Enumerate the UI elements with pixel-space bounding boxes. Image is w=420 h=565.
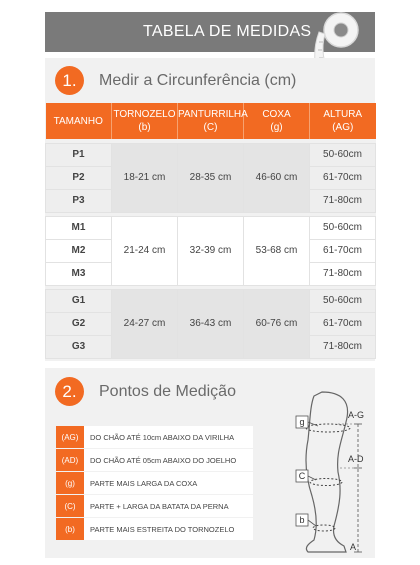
label-a: A: [350, 542, 357, 552]
list-item: [56, 449, 253, 471]
tornozelo-range: 24-27 cm: [112, 289, 178, 358]
altura-range: 50-60cm: [310, 289, 376, 312]
point-description: PARTE MAIS ESTREITA DO TORNOZELO: [90, 524, 235, 534]
panturrilha-range: 36-43 cm: [178, 289, 244, 358]
page-header: [45, 12, 375, 52]
measurement-table-panel: [45, 58, 375, 361]
label-ag: A-G: [348, 410, 365, 420]
coxa-range: 46-60 cm: [244, 143, 310, 212]
altura-range: 61-70cm: [310, 166, 376, 189]
tornozelo-range: 21-24 cm: [112, 216, 178, 285]
list-item: [56, 472, 253, 494]
size-code: G3: [46, 335, 112, 358]
section-number-badge: 2.: [55, 377, 84, 406]
measurement-points-panel: [45, 368, 375, 558]
column-header: PANTURRILHA (C): [178, 103, 244, 139]
list-item: [56, 518, 253, 540]
point-code: (AG): [56, 426, 84, 448]
label-c: C: [298, 471, 306, 481]
size-code: M3: [46, 262, 112, 285]
table-row: [46, 289, 376, 312]
size-code: M1: [46, 216, 112, 239]
size-code: G2: [46, 312, 112, 335]
size-code: P3: [46, 189, 112, 212]
point-description: PARTE + LARGA DA BATATA DA PERNA: [90, 501, 229, 511]
label-b: b: [299, 515, 305, 525]
table-row: [46, 216, 376, 239]
label-ad: A-D: [348, 454, 364, 464]
section-title: Pontos de Medição: [99, 382, 236, 400]
list-item: [56, 426, 253, 448]
point-description: DO CHÃO ATÉ 05cm ABAIXO DO JOELHO: [90, 455, 237, 465]
tornozelo-range: 18-21 cm: [112, 143, 178, 212]
leg-outline-icon: [306, 392, 348, 552]
size-code: M2: [46, 239, 112, 262]
column-header: COXA (g): [244, 103, 310, 139]
column-header: TORNOZELO (b): [112, 103, 178, 139]
section-title: Medir a Circunferência (cm): [99, 71, 297, 89]
point-description: DO CHÃO ATÉ 10cm ABAIXO DA VIRILHA: [90, 432, 235, 442]
altura-range: 50-60cm: [310, 216, 376, 239]
altura-range: 50-60cm: [310, 143, 376, 166]
altura-range: 71-80cm: [310, 189, 376, 212]
size-table: [45, 103, 376, 359]
column-header: TAMANHO: [46, 103, 112, 139]
altura-range: 71-80cm: [310, 335, 376, 358]
coxa-range: 53-68 cm: [244, 216, 310, 285]
measurement-points-list: [56, 426, 253, 541]
point-code: (C): [56, 495, 84, 517]
table-row: [46, 143, 376, 166]
point-code: (AD): [56, 449, 84, 471]
list-item: [56, 495, 253, 517]
panturrilha-range: 32-39 cm: [178, 216, 244, 285]
section-header: [55, 66, 296, 95]
size-code: P1: [46, 143, 112, 166]
page-title: TABELA DE MEDIDAS: [143, 23, 312, 40]
altura-range: 71-80cm: [310, 262, 376, 285]
section-header: [55, 377, 236, 406]
altura-range: 61-70cm: [310, 312, 376, 335]
point-code: (g): [56, 472, 84, 494]
altura-range: 61-70cm: [310, 239, 376, 262]
leg-measurement-diagram: [260, 386, 372, 556]
coxa-range: 60-76 cm: [244, 289, 310, 358]
column-header: ALTURA (AG): [310, 103, 376, 139]
size-code: P2: [46, 166, 112, 189]
label-g: g: [299, 417, 305, 427]
panturrilha-range: 28-35 cm: [178, 143, 244, 212]
table-header-row: [46, 103, 376, 139]
size-code: G1: [46, 289, 112, 312]
section-number-badge: 1.: [55, 66, 84, 95]
point-code: (b): [56, 518, 84, 540]
point-description: PARTE MAIS LARGA DA COXA: [90, 478, 198, 488]
